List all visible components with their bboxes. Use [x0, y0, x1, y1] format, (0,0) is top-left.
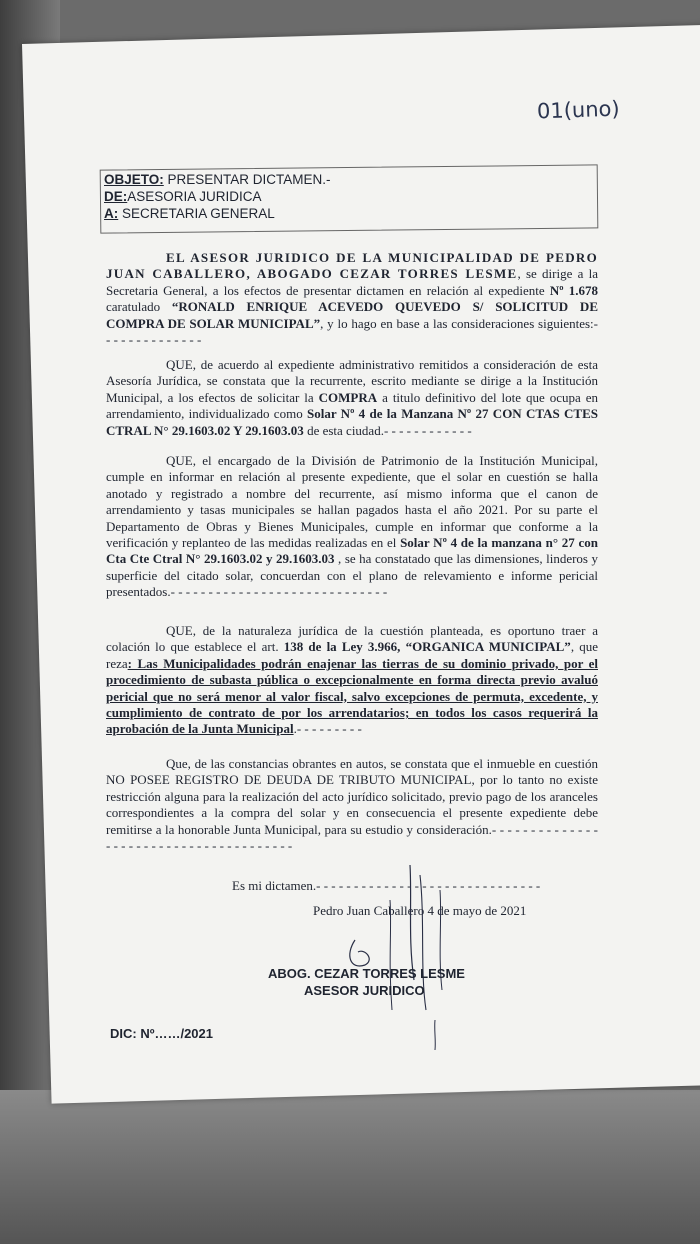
- intro-heading: EL ASESOR JURIDICO DE LA MUNICIPALIDAD DE PEDRO JUAN CABALLERO, ABOGADO CEZAR TORRES LESME: [106, 250, 598, 282]
- solar-reference-2: Solar Nº 4 de la manzana n° 27 con Cta Cte Ctral N° 29.1603.02 y 29.1603.03: [106, 535, 598, 567]
- intro-text: , se dirige a la Secretaria General, a los efectos de presentar dictamen en relación al expediente: [106, 266, 598, 298]
- paragraph-1: [106, 357, 598, 439]
- compra-term: COMPRA: [318, 389, 378, 405]
- dic-number: DIC: Nº……/2021: [110, 1026, 213, 1041]
- paragraph-2: [106, 453, 598, 601]
- para2-text: QUE, el encargado de la División de Patrimonio de la Institución Municipal, cumple en informar en relación al presente expediente, que el solar en cuestión se halla anotado y registrado a nombre del recurrente, así mismo informa que el canon de arrendamiento y tasas municipales se hallan pagados hasta el año 2021. Por su parte el Departamento de Obras y Bienes Municipales, cumple en informar que conforme a la verificación y replanteo de las medidas realizadas en el: [106, 453, 598, 551]
- para1-text-3: de esta ciudad.- - - - - - - - - - - -: [303, 422, 472, 438]
- objeto-line: [104, 172, 331, 187]
- dictamen-closing: Es mi dictamen.- - - - - - - - - - - - - - - - - - - - - - - - - - - - - -: [232, 878, 541, 893]
- intro-text-3: , y lo hago en base a las consideraciones siguientes:- - - - - - - - - - - - - -: [106, 315, 598, 348]
- objeto-value: PRESENTAR DICTAMEN.-: [163, 172, 331, 187]
- para1-text: QUE, de acuerdo al expediente administrativo remitidos a consideración de esta Asesoría Jurídica, se constata que la recurrente, escrito mediante se dirige a la Institución Municipal, a los efectos de solicitar la: [106, 357, 598, 405]
- a-value: SECRETARIA GENERAL: [118, 206, 275, 221]
- para3-text-2: , que reza: [106, 639, 598, 671]
- intro-paragraph: [106, 250, 598, 348]
- law-reference: 138 de la Ley 3.966, “ORGANICA MUNICIPAL”: [283, 639, 571, 655]
- expediente-number: Nº 1.678: [549, 282, 598, 298]
- law-quote: : Las Municipalidades podrán enajenar las tierras de su dominio privado, por el procedimiento de subasta pública o excepcionalmente en forma directa previo avaluó pericial que no será menor al valor fiscal, salvo excepciones de permuta, excedente, y cumplimiento de contrato de por los arrendatarios; en todos los casos requerirá la aprobación de la Junta Municipal: [106, 655, 598, 737]
- para2-text-2: , se ha constatado que las dimensiones, linderos y superficie del citado solar, concuerdan con el plano de relevamiento e informe pericial presentados.- - - - - - - - - - - - - - - - - - - - - - - - - - - - -: [106, 551, 599, 600]
- de-line: [104, 189, 262, 204]
- paragraph-3: [106, 623, 598, 738]
- a-label: A:: [104, 206, 119, 221]
- para4-text: Que, de las constancias obrantes en autos, se constata que el inmueble en cuestión NO POSEE REGISTRO DE DEUDA DE TRIBUTO MUNICIPAL, por lo tanto no existe restricción alguna para la realización del acto jurídico solicitado, previo pago de los aranceles correspondientes a la compra del solar y en consecuencia el presente expediente debe remitirse a la honorable Junta Municipal, para su estudio y consideración.- - - - - - - - - - - - - - - - - - - - - - - - - - - - - - - - - - - - - - -: [106, 756, 598, 854]
- de-value: ASESORIA JURIDICA: [127, 189, 262, 204]
- intro-text-2: caratulado: [106, 299, 172, 315]
- objeto-label: OBJETO:: [104, 172, 164, 187]
- de-label: DE:: [104, 189, 128, 204]
- solar-reference: Solar Nº 4 de la Manzana Nº 27 CON CTAS CTES CTRAL N° 29.1603.02 Y 29.1603.03: [106, 406, 598, 438]
- place-date: Pedro Juan Caballero 4 de mayo de 2021: [313, 903, 527, 918]
- signer-title: ASESOR JURIDICO: [304, 983, 425, 998]
- paragraph-4: [106, 756, 598, 854]
- signature-scribble: [330, 860, 470, 1060]
- para3-text: QUE, de la naturaleza jurídica de la cuestión planteada, es oportuno traer a colación lo que establece el art.: [106, 623, 598, 655]
- a-line: [104, 206, 275, 221]
- case-title: “RONALD ENRIQUE ACEVEDO QUEVEDO S/ SOLICITUD DE COMPRA DE SOLAR MUNICIPAL”: [106, 299, 598, 331]
- handwritten-page-number: 01(uno): [536, 96, 620, 124]
- para3-text-3: .- - - - - - - - -: [293, 721, 362, 737]
- signer-name: ABOG. CEZAR TORRES LESME: [268, 966, 465, 981]
- para1-text-2: a titulo definitivo del lote que ocupa en arrendamiento, individualizado como: [106, 389, 598, 422]
